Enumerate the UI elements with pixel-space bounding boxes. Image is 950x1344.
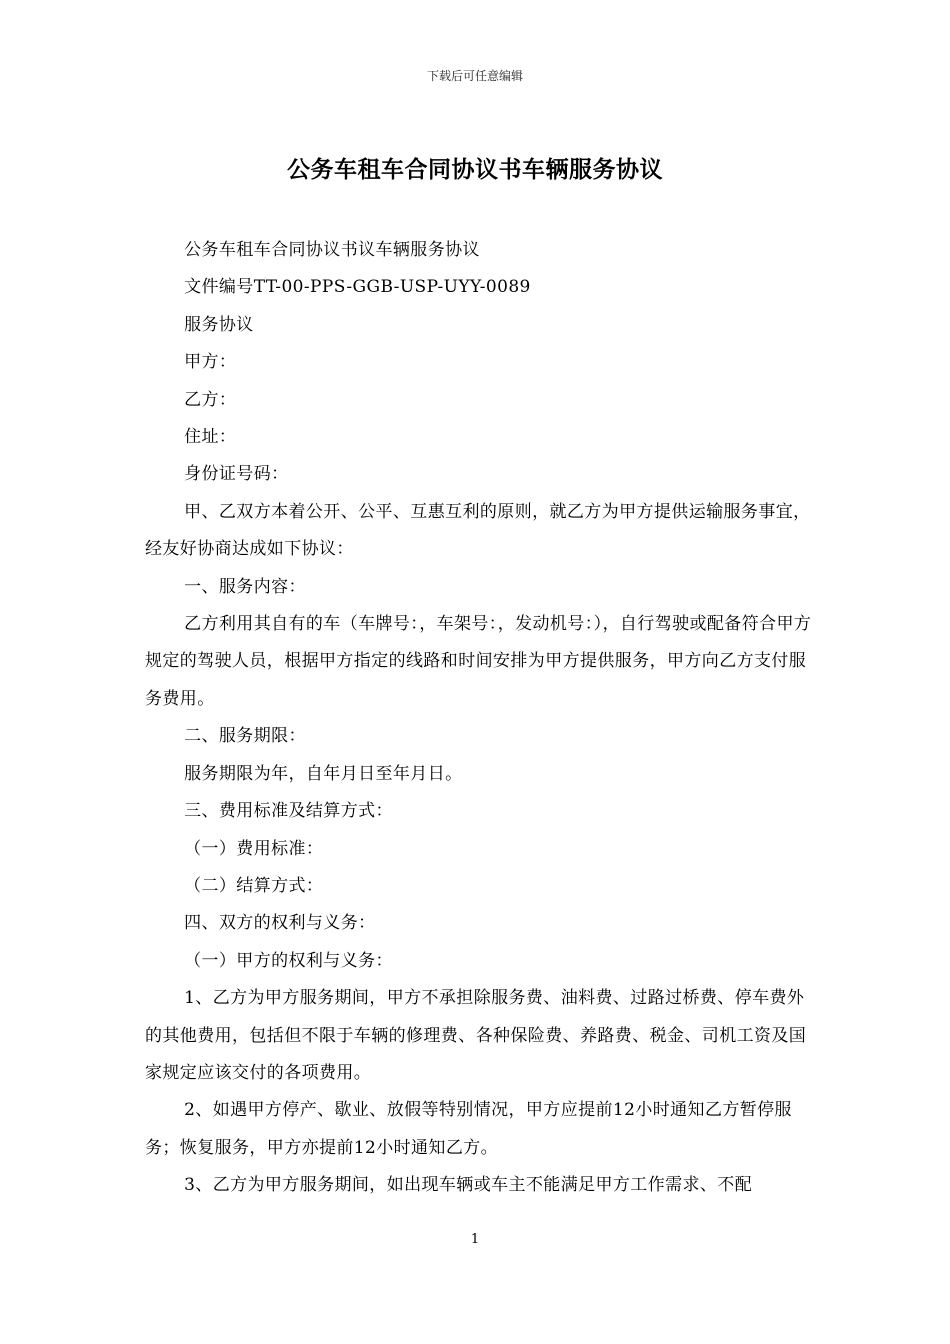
paragraph: 二、服务期限： bbox=[184, 726, 306, 747]
paragraph: （一）甲方的权利与义务： bbox=[184, 950, 393, 971]
paragraph: 甲方： bbox=[184, 352, 237, 373]
paragraph: 乙方利用其自有的车（车牌号：，车架号：，发动机号：），自行驾驶或配备符合甲方规定的驾驶人员，根据甲方指定的线路和时间安排为甲方提供服务，甲方向乙方支付服务费用。 bbox=[145, 614, 812, 709]
paragraph: 服务协议 bbox=[184, 314, 254, 335]
paragraph: 四、双方的权利与义务： bbox=[184, 913, 376, 934]
document-title: 公务车租车合同协议书车辆服务协议 bbox=[287, 157, 663, 183]
page-number: 1 bbox=[470, 1232, 480, 1247]
paragraph: 2、如遇甲方停产、歇业、放假等特别情况，甲方应提前12小时通知乙方暂停服务；恢复服务，甲方亦提前12小时通知乙方。 bbox=[145, 1100, 792, 1158]
paragraph: 住址： bbox=[184, 427, 237, 448]
paragraph: 3、乙方为甲方服务期间，如出现车辆或车主不能满足甲方工作需求、不配 bbox=[184, 1175, 753, 1196]
paragraph: 身份证号码： bbox=[184, 464, 289, 485]
paragraph: （二）结算方式： bbox=[184, 875, 324, 896]
paragraph: 三、费用标准及结算方式： bbox=[184, 801, 393, 822]
paragraph: 一、服务内容： bbox=[184, 576, 306, 597]
paragraph: 服务期限为年，自年月日至年月日。 bbox=[184, 763, 463, 784]
paragraph: 公务车租车合同协议书议车辆服务协议 bbox=[184, 240, 480, 260]
paragraph: 乙方： bbox=[184, 389, 237, 410]
paragraph: 1、乙方为甲方服务期间，甲方不承担除服务费、油料费、过路过桥费、停车费外的其他费用，包括但不限于车辆的修理费、各种保险费、养路费、税金、司机工资及国家规定应该交付的各项费用。 bbox=[145, 988, 807, 1083]
paragraph: （一）费用标准： bbox=[184, 838, 324, 859]
header-note: 下载后可任意编辑 bbox=[426, 69, 523, 83]
document-body bbox=[145, 232, 815, 1205]
paragraph: 文件编号TT-00-PPS-GGB-USP-UYY-0089 bbox=[184, 277, 531, 298]
paragraph: 甲、乙双方本着公开、公平、互惠互利的原则，就乙方为甲方提供运输服务事宜，经友好协商达成如下协议： bbox=[145, 501, 811, 560]
